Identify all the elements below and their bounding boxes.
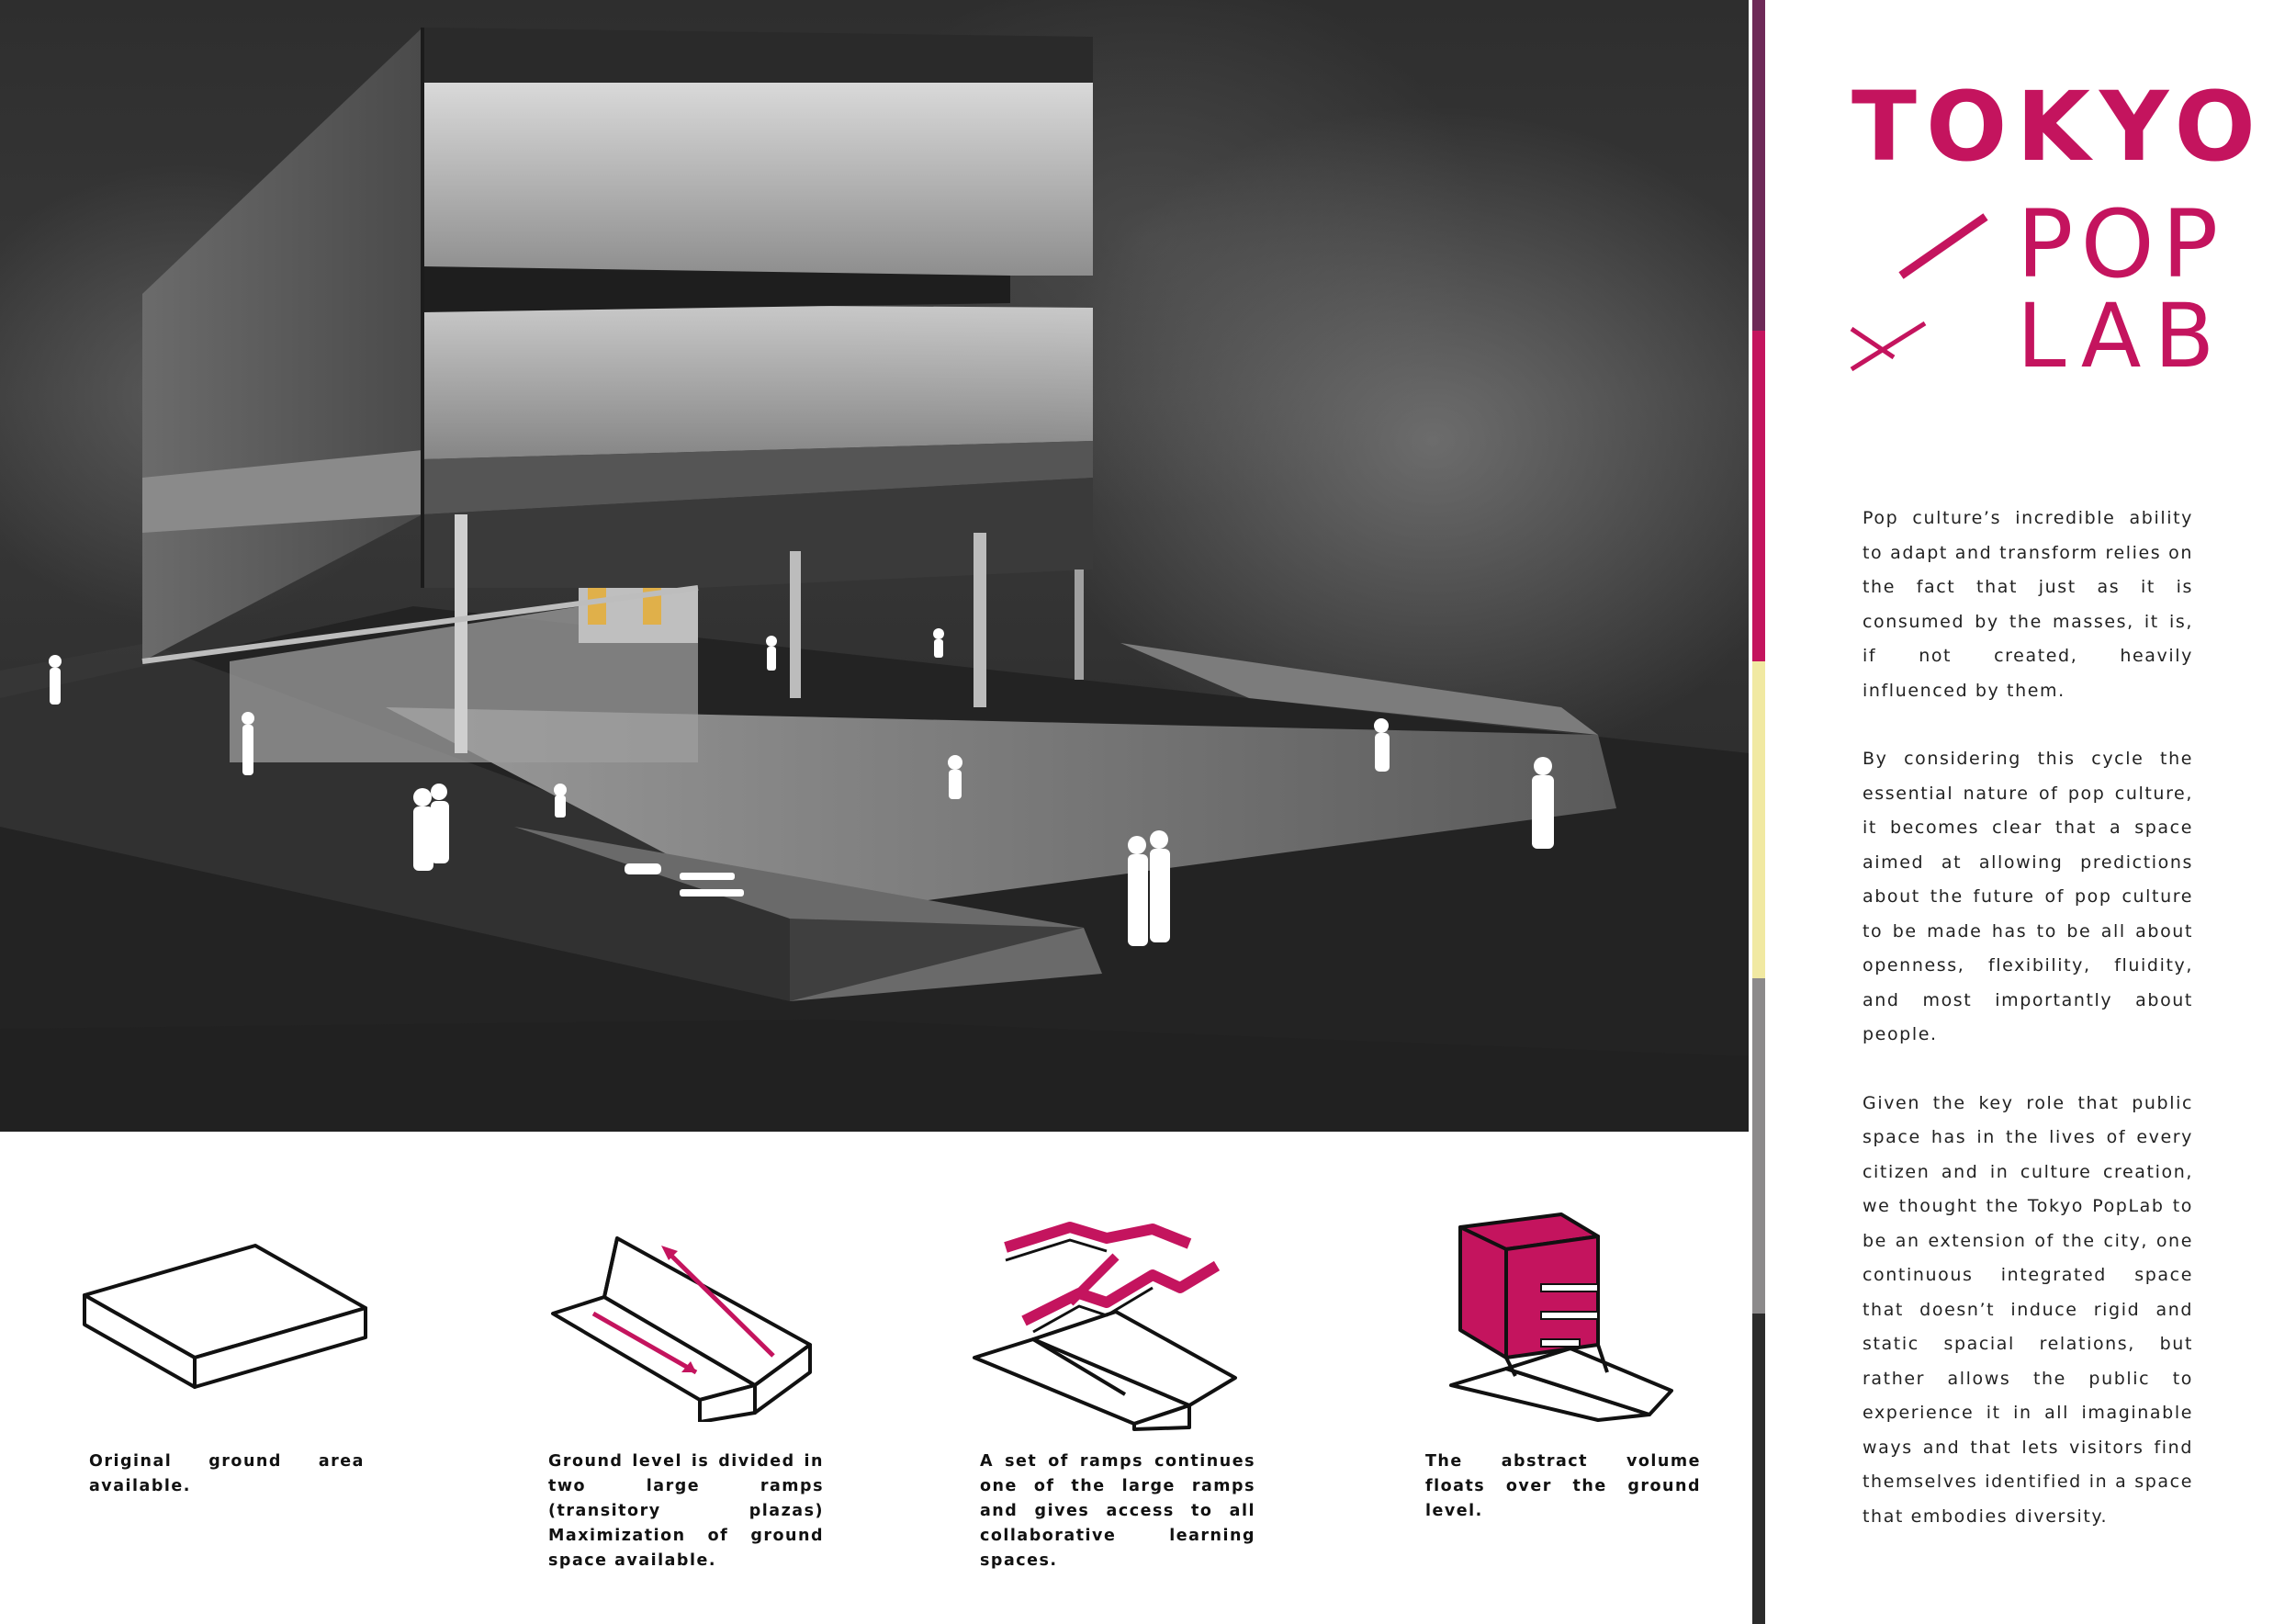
paragraph-3: Given the key role that public space has in the lives of every citizen and in culture creation, we thought the Tokyo PopLab to be an extension of the city, one continuous integrated space that doesn’t induce rigid and static spacial relations, but rather allows the public to experience it in all imaginable ways and that lets visitors find themselves identified in a space that embodies diversity. (1863, 1092, 2193, 1527)
title-logo (1846, 71, 2265, 388)
description-text (1863, 502, 2193, 1568)
caption-original-ground: Original ground area available. (89, 1452, 365, 1495)
strip-segment-yellow (1752, 661, 1765, 978)
strip-segment-purple (1752, 0, 1765, 331)
caption-ramps-continue: A set of ramps continues one of the large ramps and gives access to all collaborative learning spaces. (980, 1452, 1255, 1570)
diagram-ramps-continue (969, 1211, 1244, 1431)
diagram-two-ramps (544, 1229, 819, 1422)
logo-slash-marks (1846, 171, 2030, 446)
strip-segment-magenta (1752, 331, 1765, 661)
paragraph-1: Pop culture’s incredible ability to adapt and transform relies on the fact that just as it is consumed by the masses, it is, if not created, heavily influenced by them. (1863, 508, 2193, 701)
title-line-tokyo: TOKYO (1851, 71, 2265, 183)
strip-segment-grey (1752, 978, 1765, 1314)
title-line-lab: LAB (2017, 285, 2228, 388)
strip-segment-dark (1752, 1314, 1765, 1624)
paragraph-2: By considering this cycle the essential nature of pop culture, it becomes clear that a space aimed at allowing predictions about the future of pop culture to be made has to be all about openness, flexibility, fluidity, and most importantly about people. (1863, 749, 2193, 1044)
diagram-floating-volume (1424, 1211, 1690, 1422)
diagram-original-ground (81, 1240, 375, 1396)
title-line-pop: POP (2017, 190, 2226, 299)
color-strip (1752, 0, 1765, 1624)
caption-floating-volume: The abstract volume floats over the ground level. (1425, 1452, 1701, 1520)
caption-two-ramps: Ground level is divided in two large ramps (transitory plazas) Maximization of ground space available. (548, 1452, 824, 1570)
